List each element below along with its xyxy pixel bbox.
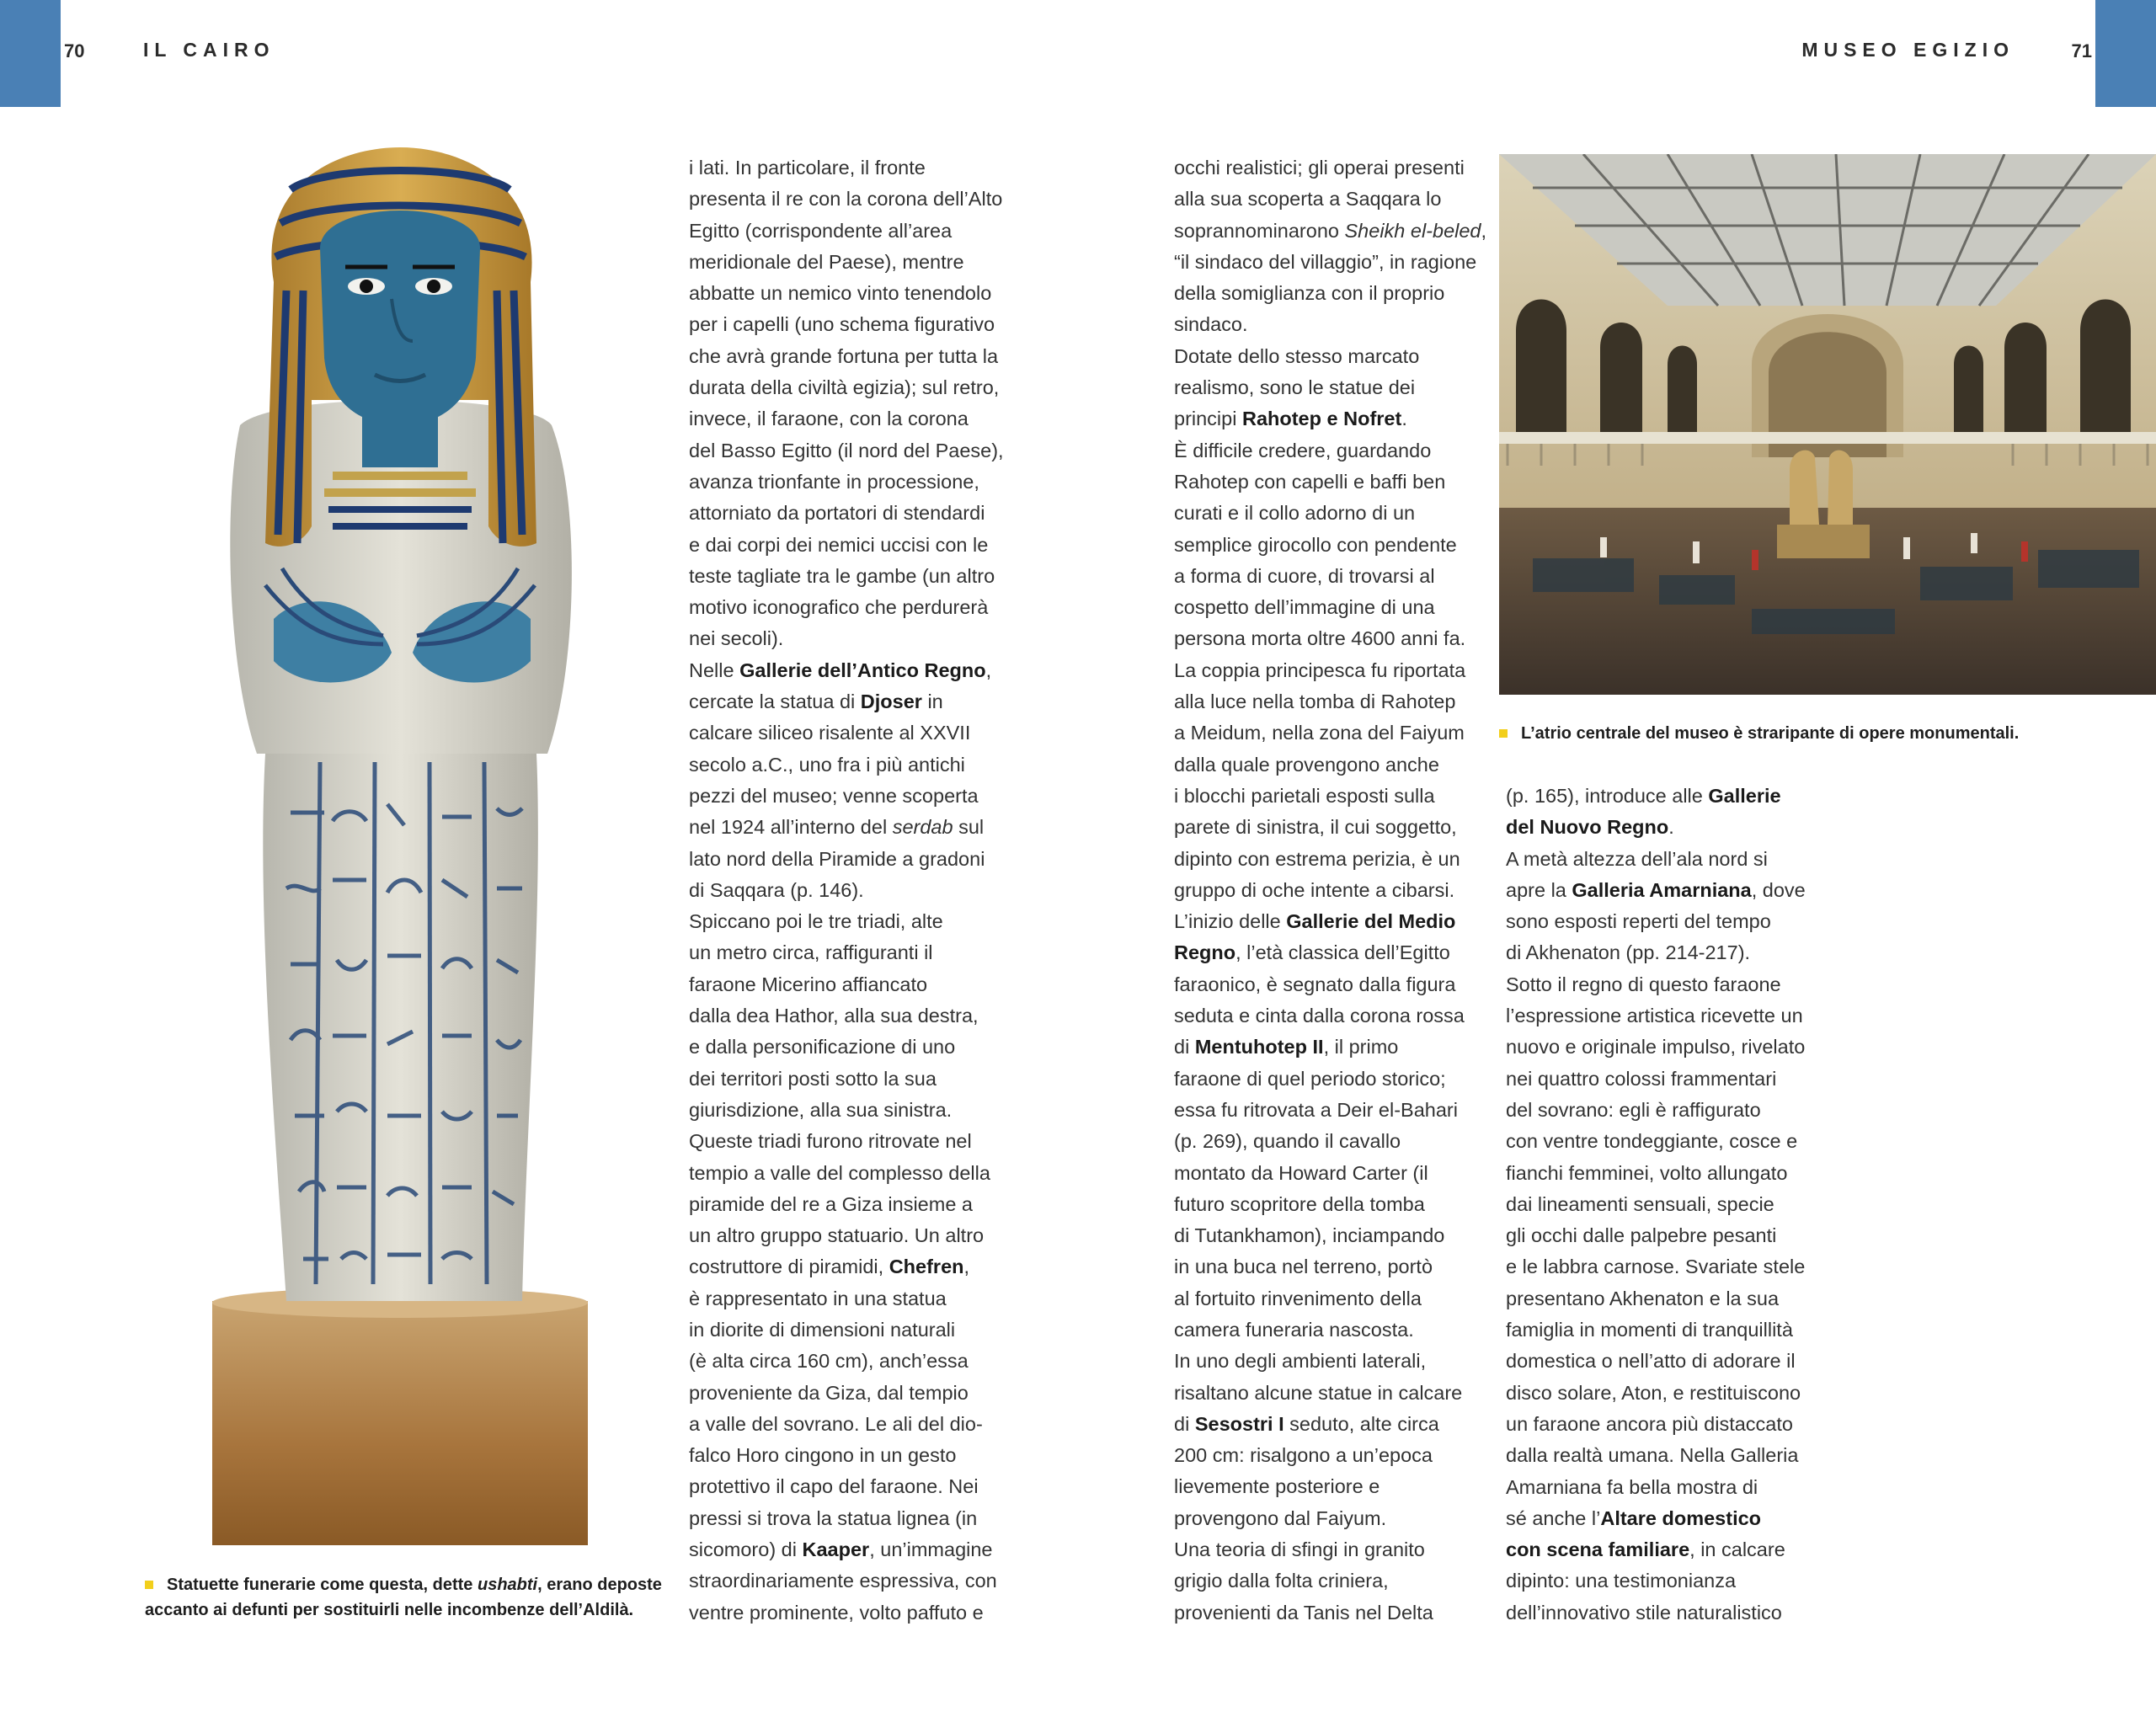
text-run: dalla realtà umana. Nella Galleria [1506, 1444, 1799, 1467]
text-line [1174, 1440, 1486, 1471]
text-run: “il sindaco del villaggio”, in ragione [1174, 250, 1477, 273]
text-line [1506, 1409, 1806, 1440]
text-line [1174, 561, 1486, 592]
text-line [1174, 152, 1486, 184]
text-run: ventre prominente, volto paffuto e [689, 1601, 984, 1624]
text-line [1174, 937, 1486, 968]
highlighted-term: del Nuovo Regno [1506, 816, 1669, 839]
text-run: a valle del sovrano. Le ali del dio- [689, 1412, 983, 1435]
text-line [689, 1346, 1004, 1377]
museum-atrium-photo [1499, 154, 2156, 695]
text-run: apre la [1506, 878, 1572, 901]
text-line [689, 1534, 1004, 1565]
text-line [1506, 937, 1806, 968]
text-run: sono esposti reperti del tempo [1506, 910, 1771, 933]
text-run: futuro scopritore della tomba [1174, 1192, 1425, 1215]
text-line [689, 812, 1004, 843]
text-run: di Akhenaton (pp. 214-217). [1506, 941, 1751, 964]
text-run: lato nord della Piramide a gradoni [689, 847, 985, 870]
text-line [689, 1409, 1004, 1440]
text-run: sé anche l’ [1506, 1506, 1601, 1529]
text-line [1174, 1503, 1486, 1534]
text-line [1174, 906, 1486, 937]
text-run: , [985, 659, 992, 681]
text-line [1506, 875, 1806, 906]
text-run: attorniato da portatori di stendardi [689, 502, 985, 525]
text-line [1506, 1565, 1806, 1597]
text-line [1174, 1314, 1486, 1346]
text-line [1174, 372, 1486, 403]
text-run: della somiglianza con il proprio [1174, 282, 1445, 305]
highlighted-term: Regno [1174, 941, 1236, 964]
text-line [689, 844, 1004, 875]
text-run: piramide del re a Giza insieme a [689, 1192, 973, 1215]
text-line [1506, 1251, 1806, 1282]
text-run: motivo iconografico che perdurerà [689, 596, 989, 619]
text-run: , l’età classica dell’Egitto [1235, 941, 1450, 964]
text-run: , dove [1751, 878, 1806, 901]
text-run: alla sua scoperta a Saqqara lo [1174, 188, 1442, 211]
text-run: straordinariamente espressiva, con [689, 1570, 997, 1592]
text-run: provengono dal Faiyum. [1174, 1506, 1387, 1529]
text-run: a Meidum, nella zona del Faiyum [1174, 722, 1465, 744]
text-line [1174, 278, 1486, 309]
text-line [1174, 812, 1486, 843]
highlighted-term: Rahotep e Nofret [1241, 408, 1402, 430]
text-run: risaltano alcune statue in calcare [1174, 1381, 1463, 1404]
text-run: e dai corpi dei nemici uccisi con le [689, 533, 989, 556]
text-run: occhi realistici; gli operai presenti [1174, 157, 1465, 179]
text-line [689, 1440, 1004, 1471]
text-run: Egitto (corrispondente all’area [689, 219, 953, 242]
text-line [689, 403, 1004, 435]
text-run: pressi si trova la statua lignea (in [689, 1506, 978, 1529]
text-run: presentano Akhenaton e la sua [1506, 1287, 1780, 1309]
text-line [1506, 1440, 1806, 1471]
text-line [1174, 341, 1486, 372]
text-line [1174, 875, 1486, 906]
text-run: di Tutankhamon), inciampando [1174, 1224, 1445, 1247]
text-line [1506, 1597, 1806, 1629]
text-run: . [1668, 816, 1674, 839]
text-run: nei secoli). [689, 627, 784, 650]
text-run: tempio a valle del complesso della [689, 1161, 990, 1184]
text-run: è rappresentato in una statua [689, 1287, 947, 1309]
text-line [689, 372, 1004, 403]
text-line [689, 341, 1004, 372]
text-column-3 [1506, 781, 1806, 1629]
text-run: calcare siliceo risalente al XXVII [689, 722, 971, 744]
text-run: La coppia principesca fu riportata [1174, 659, 1466, 681]
text-line [1174, 1346, 1486, 1377]
text-run: presenta il re con la corona dell’Alto [689, 188, 1003, 211]
text-run: dell’innovativo stile naturalistico [1506, 1601, 1782, 1624]
text-line [689, 1471, 1004, 1502]
text-run: gruppo di oche intente a cibarsi. [1174, 878, 1455, 901]
text-run: un altro gruppo statuario. Un altro [689, 1224, 985, 1247]
text-run: nel 1924 all’interno del [689, 816, 893, 839]
text-line [689, 152, 1004, 184]
text-line [1506, 812, 1806, 843]
text-line [689, 435, 1004, 467]
text-run: dipinto con estrema perizia, è un [1174, 847, 1460, 870]
text-line [1174, 592, 1486, 623]
text-run: , il primo [1323, 1036, 1399, 1058]
text-run: che avrà grande fortuna per tutta la [689, 344, 999, 367]
text-run: , un’immagine [869, 1538, 993, 1561]
text-line [689, 1251, 1004, 1282]
text-run: dalla quale provengono anche [1174, 753, 1439, 776]
highlighted-term: Galleria Amarniana [1572, 878, 1752, 901]
text-run: Una teoria di sfingi in granito [1174, 1538, 1425, 1561]
highlighted-term: Kaaper [802, 1538, 870, 1561]
text-line [689, 1378, 1004, 1409]
left-running-head: IL CAIRO [143, 39, 275, 61]
italic-term: serdab [892, 816, 953, 839]
text-line [1174, 1534, 1486, 1565]
text-run: semplice girocollo con pendente [1174, 533, 1457, 556]
text-line [689, 592, 1004, 623]
text-line [1174, 403, 1486, 435]
highlighted-term: Djoser [860, 691, 922, 713]
text-line [1174, 530, 1486, 561]
text-line [689, 937, 1004, 968]
text-run: Queste triadi furono ritrovate nel [689, 1130, 972, 1153]
highlighted-term: Mentuhotep II [1194, 1036, 1324, 1058]
text-line [689, 1189, 1004, 1220]
text-line [1174, 1565, 1486, 1597]
text-line [1174, 844, 1486, 875]
text-run: famiglia in momenti di tranquillità [1506, 1319, 1793, 1341]
text-line [689, 1314, 1004, 1346]
text-line [689, 1032, 1004, 1063]
text-run: al fortuito rinvenimento della [1174, 1287, 1422, 1309]
text-run: di [1174, 1412, 1195, 1435]
ushabti-caption-line-2: accanto ai defunti per sostituirli nelle incombenze dell’Aldilà. [145, 1601, 634, 1619]
text-run: L’inizio delle [1174, 910, 1287, 933]
text-run: protettivo il capo del faraone. Nei [689, 1475, 979, 1498]
text-line [1506, 1503, 1806, 1534]
text-line [1174, 969, 1486, 1000]
text-line [1506, 1158, 1806, 1189]
text-line [1174, 623, 1486, 654]
text-run: dai lineamenti sensuali, specie [1506, 1192, 1774, 1215]
text-line [689, 875, 1004, 906]
highlighted-term: con scena familiare [1506, 1538, 1690, 1561]
text-run: seduto, alte circa [1283, 1412, 1439, 1435]
text-run: Amarniana fa bella mostra di [1506, 1475, 1758, 1498]
text-run: falco Horo cingono in un gesto [689, 1444, 957, 1467]
text-run: soprannominarono [1174, 219, 1345, 242]
text-run: provenienti da Tanis nel Delta [1174, 1601, 1433, 1624]
text-line [689, 530, 1004, 561]
text-line [1174, 216, 1486, 247]
text-line [1174, 1283, 1486, 1314]
text-run: sicomoro) di [689, 1538, 803, 1561]
text-line [1506, 1220, 1806, 1251]
text-line [689, 216, 1004, 247]
ushabti-caption-line-1: Statuette funerarie come questa, dette ushabti, erano deposte [145, 1572, 662, 1597]
text-line [689, 184, 1004, 215]
text-line [689, 1158, 1004, 1189]
text-run: secolo a.C., uno fra i più antichi [689, 753, 965, 776]
text-line [689, 1503, 1004, 1534]
text-run: teste tagliate tra le gambe (un altro [689, 564, 995, 587]
highlighted-term: Gallerie del Medio [1286, 910, 1456, 933]
text-line [1506, 844, 1806, 875]
text-line [689, 247, 1004, 278]
text-line [1174, 1378, 1486, 1409]
text-run: cospetto dell’immagine di una [1174, 596, 1435, 619]
text-run: abbatte un nemico vinto tenendolo [689, 282, 992, 305]
text-run: Spiccano poi le tre triadi, alte [689, 910, 943, 933]
text-run: in diorite di dimensioni naturali [689, 1318, 956, 1341]
text-run: sindaco. [1174, 313, 1248, 336]
text-line [689, 969, 1004, 1000]
text-line [689, 1565, 1004, 1597]
text-line [1506, 1378, 1806, 1409]
text-line [1174, 1064, 1486, 1095]
text-line [1174, 686, 1486, 717]
text-run: persona morta oltre 4600 anni fa. [1174, 627, 1466, 650]
text-run: faraone Micerino affiancato [689, 973, 928, 995]
text-line [689, 906, 1004, 937]
text-run: 200 cm: risalgono a un’epoca [1174, 1444, 1433, 1467]
text-run: invece, il faraone, con la corona [689, 408, 969, 430]
text-run: dalla dea Hathor, alla sua destra, [689, 1005, 979, 1027]
text-run: nuovo e originale impulso, rivelato [1506, 1036, 1806, 1058]
text-run: (p. 165), introduce alle [1506, 785, 1709, 807]
text-run: gli occhi dalle palpebre pesanti [1506, 1224, 1777, 1247]
text-line [1174, 1597, 1486, 1629]
text-line [689, 717, 1004, 749]
text-line [1506, 1346, 1806, 1377]
text-line [1174, 1251, 1486, 1282]
text-run: per i capelli (uno schema figurativo [689, 313, 995, 336]
text-line [1506, 1314, 1806, 1346]
highlighted-term: Gallerie [1708, 785, 1781, 807]
text-run: di [1174, 1036, 1195, 1058]
text-run: , [1481, 219, 1487, 242]
highlighted-term: Sesostri I [1194, 1412, 1284, 1435]
text-run: durata della civiltà egizia); sul retro, [689, 376, 1000, 399]
left-page-number: 70 [64, 40, 85, 61]
text-run: essa fu ritrovata a Deir el-Bahari [1174, 1098, 1458, 1121]
text-run: i blocchi parietali esposti sulla [1174, 784, 1435, 807]
text-run: È difficile credere, guardando [1174, 439, 1432, 461]
text-line [1174, 1095, 1486, 1126]
text-run: un metro circa, raffiguranti il [689, 941, 933, 964]
text-line [689, 278, 1004, 309]
text-run: realismo, sono le statue dei [1174, 376, 1416, 399]
text-run: con ventre tondeggiante, cosce e [1506, 1130, 1798, 1153]
text-line [1506, 969, 1806, 1000]
text-line [1174, 1126, 1486, 1157]
text-line [689, 498, 1004, 529]
text-line [689, 655, 1004, 686]
text-run: Rahotep con capelli e baffi ben [1174, 470, 1446, 493]
text-line [689, 467, 1004, 498]
text-line [1506, 1064, 1806, 1095]
text-run: alla luce nella tomba di Rahotep [1174, 691, 1456, 713]
text-line [1174, 1000, 1486, 1032]
text-line [1174, 309, 1486, 340]
caption-bullet [1499, 729, 1508, 738]
text-line [689, 1064, 1004, 1095]
text-line [1174, 435, 1486, 467]
text-run: del Basso Egitto (il nord del Paese), [689, 439, 1004, 461]
italic-term: Sheikh el-beled [1344, 219, 1481, 242]
text-run: del sovrano: egli è raffigurato [1506, 1098, 1761, 1121]
text-run: Sotto il regno di questo faraone [1506, 973, 1781, 995]
text-line [689, 781, 1004, 812]
text-run: nei quattro colossi frammentari [1506, 1067, 1777, 1090]
text-run: . [1401, 408, 1407, 430]
text-line [1506, 1095, 1806, 1126]
text-line [689, 1126, 1004, 1157]
text-line [1506, 1189, 1806, 1220]
text-run: di Saqqara (p. 146). [689, 878, 864, 901]
text-line [1174, 1189, 1486, 1220]
text-run: domestica o nell’atto di adorare il [1506, 1350, 1796, 1373]
right-page-tab [2095, 0, 2156, 107]
text-run: parete di sinistra, il cui soggetto, [1174, 816, 1457, 839]
text-run: fianchi femminei, volto allungato [1506, 1161, 1788, 1184]
text-line [689, 1597, 1004, 1629]
text-run: (è alta circa 160 cm), anch’essa [689, 1350, 969, 1373]
text-line [1174, 1158, 1486, 1189]
text-line [1506, 1032, 1806, 1063]
highlighted-term: Gallerie dell’Antico Regno [739, 659, 986, 681]
text-run: montato da Howard Carter (il [1174, 1161, 1428, 1184]
text-run: un faraone ancora più distaccato [1506, 1412, 1793, 1435]
text-line [1174, 247, 1486, 278]
text-line [1506, 906, 1806, 937]
text-line [1174, 749, 1486, 781]
text-run: i lati. In particolare, il fronte [689, 157, 926, 179]
highlighted-term: Chefren [889, 1256, 964, 1278]
right-running-head: MUSEO EGIZIO [1801, 39, 2015, 61]
left-page-tab [0, 0, 61, 107]
text-run: dei territori posti sotto la sua [689, 1067, 937, 1090]
text-line [1174, 1471, 1486, 1502]
text-run: In uno degli ambienti laterali, [1174, 1350, 1427, 1373]
text-line [1506, 1472, 1806, 1503]
text-run: e dalla personificazione di uno [689, 1036, 956, 1058]
text-run: avanza trionfante in processione, [689, 470, 979, 493]
text-line [1174, 1220, 1486, 1251]
text-line [1506, 1000, 1806, 1032]
text-line [689, 1220, 1004, 1251]
text-line [689, 1283, 1004, 1314]
text-line [1174, 717, 1486, 749]
text-line [1174, 467, 1486, 498]
text-run: in [921, 691, 943, 713]
atrium-caption: L’atrio centrale del museo è straripante di opere monumentali. [1499, 721, 2019, 746]
text-run: l’espressione artistica ricevette un [1506, 1005, 1803, 1027]
text-run: A metà altezza dell’ala nord si [1506, 847, 1768, 870]
text-line [1174, 1409, 1486, 1440]
text-line [1174, 655, 1486, 686]
text-run: a forma di cuore, di trovarsi al [1174, 564, 1435, 587]
text-column-1 [689, 152, 1004, 1629]
text-line [689, 686, 1004, 717]
text-column-2 [1174, 152, 1486, 1629]
text-run: camera funeraria nascosta. [1174, 1318, 1414, 1341]
text-run: proveniente da Giza, dal tempio [689, 1381, 969, 1404]
text-run: cercate la statua di [689, 691, 861, 713]
text-line [1174, 184, 1486, 215]
text-line [689, 623, 1004, 654]
ushabti-caption [145, 1572, 662, 1623]
text-line [1174, 498, 1486, 529]
text-line [1174, 1032, 1486, 1063]
text-run: (p. 269), quando il cavallo [1174, 1130, 1401, 1153]
text-line [1174, 781, 1486, 812]
text-line [689, 1095, 1004, 1126]
text-run: costruttore di piramidi, [689, 1256, 889, 1278]
text-line [1506, 1534, 1806, 1565]
right-page-number: 71 [2071, 40, 2092, 61]
text-line [689, 749, 1004, 781]
text-run: Dotate dello stesso marcato [1174, 344, 1420, 367]
text-run: pezzi del museo; venne scoperta [689, 784, 979, 807]
text-line [689, 309, 1004, 340]
text-run: disco solare, Aton, e restituiscono [1506, 1381, 1801, 1404]
text-line [1506, 1283, 1806, 1314]
text-run: sul [953, 816, 985, 839]
text-run: meridionale del Paese), mentre [689, 250, 964, 273]
text-run: grigio dalla folta criniera, [1174, 1570, 1389, 1592]
text-run: faraonico, è segnato dalla figura [1174, 973, 1456, 995]
text-run: in una buca nel terreno, portò [1174, 1256, 1433, 1278]
text-run: giurisdizione, alla sua sinistra. [689, 1098, 953, 1121]
text-line [689, 561, 1004, 592]
text-run: lievemente posteriore e [1174, 1475, 1380, 1498]
caption-bullet [145, 1581, 153, 1589]
text-run: e le labbra carnose. Svariate stele [1506, 1256, 1806, 1278]
text-run: curati e il collo adorno di un [1174, 502, 1416, 525]
text-run: , [963, 1256, 970, 1278]
text-run: principi [1174, 408, 1242, 430]
highlighted-term: Altare domestico [1600, 1506, 1762, 1529]
text-line [689, 1000, 1004, 1032]
text-run: seduta e cinta dalla corona rossa [1174, 1005, 1465, 1027]
text-run: dipinto: una testimonianza [1506, 1570, 1737, 1592]
text-line [1506, 781, 1806, 812]
text-line [1506, 1126, 1806, 1157]
text-run: Nelle [689, 659, 740, 681]
ushabti-statuette-photo [206, 147, 594, 1545]
text-run: faraone di quel periodo storico; [1174, 1067, 1446, 1090]
text-run: , in calcare [1689, 1538, 1785, 1561]
